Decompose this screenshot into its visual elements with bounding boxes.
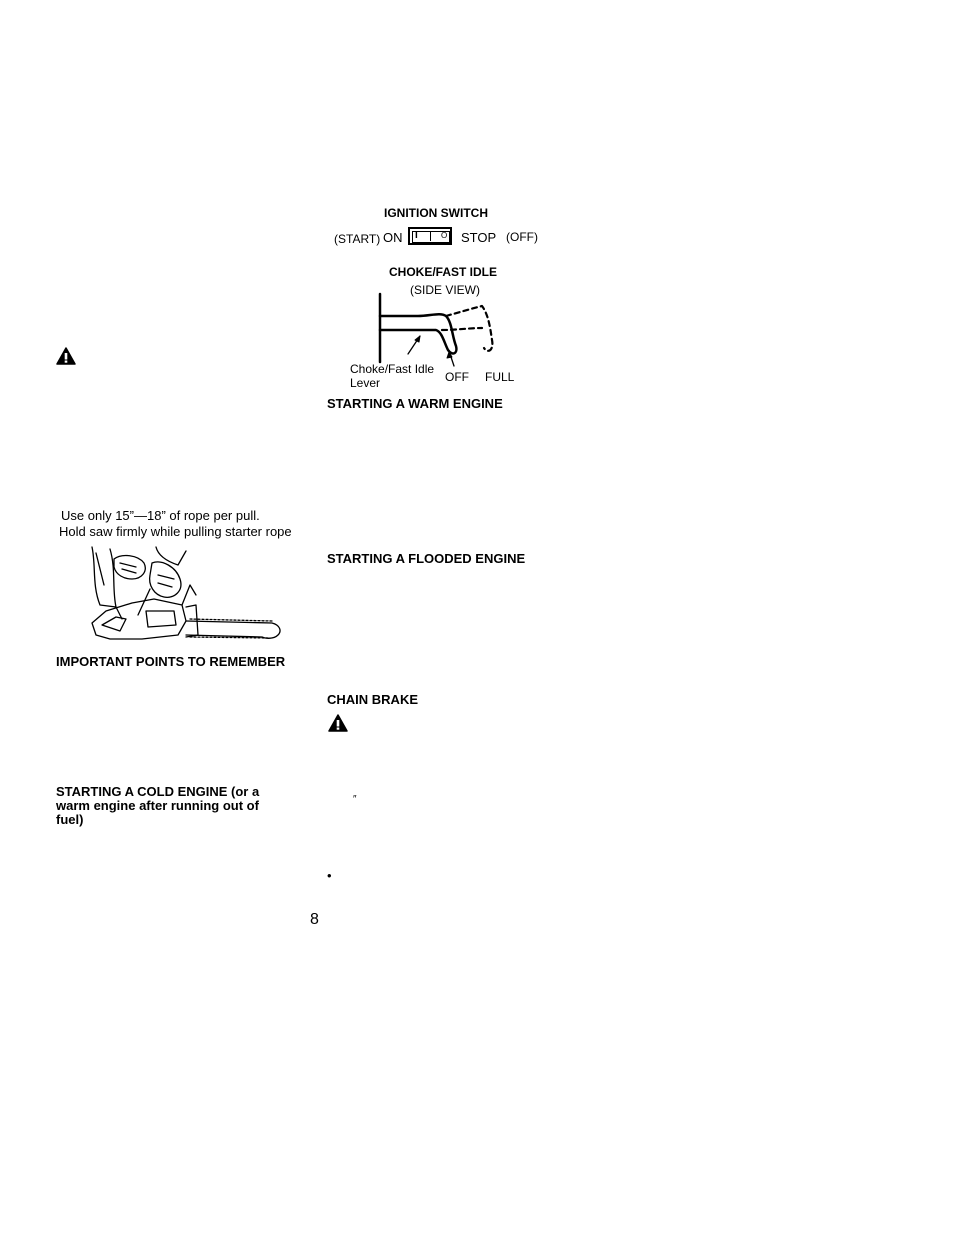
cold-engine-heading-line-2: warm engine after running out of	[56, 798, 259, 813]
choke-subtitle: (SIDE VIEW)	[410, 283, 481, 297]
switch-on-glyph: I	[415, 230, 418, 241]
page-number: 8	[310, 911, 319, 928]
important-points-heading: IMPORTANT POINTS TO REMEMBER	[56, 654, 286, 669]
rope-caption-line-1: Use only 15”—18” of rope per pull.	[61, 508, 260, 523]
choke-lever-label-line-1: Choke/Fast Idle	[350, 362, 435, 376]
chainsaw-starting-illustration	[86, 545, 286, 645]
choke-title: CHOKE/FAST IDLE	[389, 265, 498, 279]
rope-caption-line-2: Hold saw firmly while pulling starter rope	[59, 524, 292, 539]
warning-triangle-icon	[56, 347, 76, 365]
flooded-engine-heading: STARTING A FLOODED ENGINE	[327, 551, 526, 566]
choke-lever-label-line-2: Lever	[350, 376, 381, 390]
ignition-switch-title: IGNITION SWITCH	[384, 206, 488, 220]
choke-off-label: OFF	[445, 370, 469, 384]
choke-lever-diagram	[378, 292, 498, 372]
ignition-switch-graphic	[408, 227, 452, 245]
ignition-off-label: (OFF)	[506, 230, 538, 244]
switch-off-glyph: O	[441, 231, 448, 240]
cold-engine-heading-line-1: STARTING A COLD ENGINE (or a	[56, 784, 260, 799]
warning-triangle-icon	[328, 714, 348, 732]
ignition-on-label: ON	[383, 230, 403, 245]
cold-engine-heading-line-3: fuel)	[56, 812, 84, 827]
inch-mark: ″	[353, 794, 357, 805]
ignition-stop-label: STOP	[461, 230, 497, 245]
warm-engine-heading: STARTING A WARM ENGINE	[327, 396, 503, 411]
choke-full-label: FULL	[485, 370, 515, 384]
bullet-mark: •	[327, 868, 332, 883]
chain-brake-heading: CHAIN BRAKE	[327, 692, 418, 707]
ignition-start-label: (START)	[334, 232, 381, 246]
